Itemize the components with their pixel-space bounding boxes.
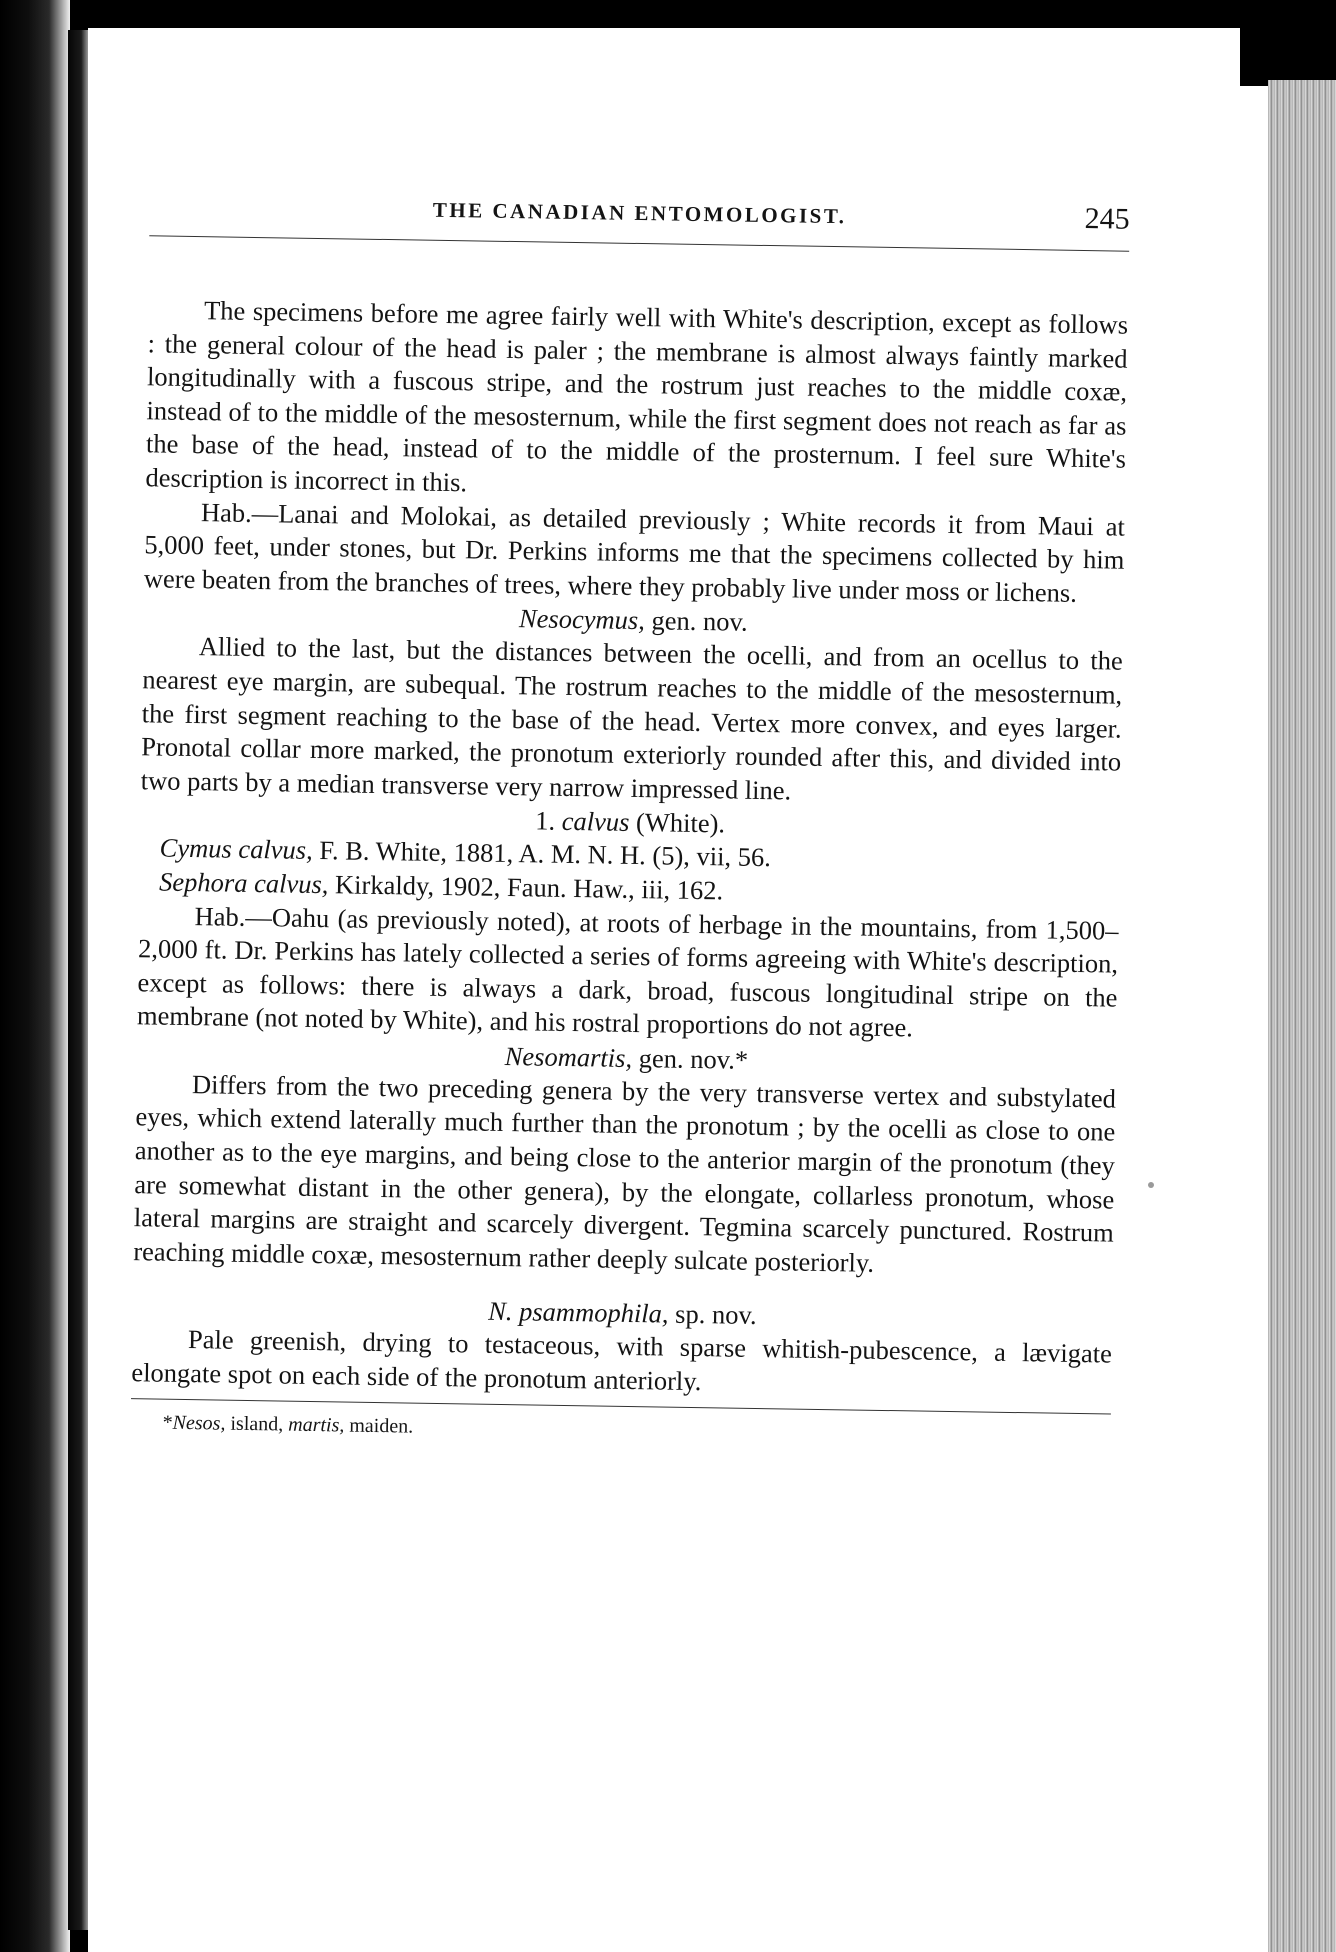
page-number: 245 <box>1084 201 1130 236</box>
scan-speck <box>1148 1182 1154 1188</box>
species-number: 1. <box>534 805 556 837</box>
footnote-term-martis: martis, <box>288 1413 345 1437</box>
paragraph-nesocymus-description: Allied to the last, but the distances between the ocelli, and from an ocellus to the nearest eye margin, are subequal. The rostrum reaches to the middle of the mesosternum, the first segment reaching to the base of the head. Vertex more convex, and eyes larger. Pronotal collar more marked, the pronotum exteriorly rounded after this, and divided into two parts by a median transverse very narrow impressed line. <box>140 631 1123 806</box>
printed-page <box>126 187 1130 1762</box>
genus-status: gen. nov.* <box>631 1042 749 1075</box>
synonym-reference: Kirkaldy, 1902, Faun. Haw., iii, 162. <box>328 869 724 906</box>
footnote-term-nesos: Nesos, <box>172 1411 226 1435</box>
page-body <box>130 293 1128 1450</box>
genus-name: Nesocymus, <box>518 603 646 636</box>
paragraph-psammophila-description: Pale greenish, drying to testaceous, with sparse whitish-pubescence, a lævigate elongate spot on each side of the pronotum anteriorly. <box>131 1324 1113 1397</box>
species-author: (White). <box>629 807 726 839</box>
species-status: sp. nov. <box>668 1299 757 1331</box>
running-title: THE CANADIAN ENTOMOLOGIST. <box>432 197 847 229</box>
paragraph-habitat-2: Hab.—Oahu (as previously noted), at roots of herbage in the mountains, from 1,500–2,000 ft. Dr. Perkins has lately collected a series of forms agreeing with White's description, except as follows: there is always a dark, broad, fuscous longitudinal stripe on the membrane (not noted by White), and his rostral proportions do not agree. <box>136 900 1119 1043</box>
facing-page-edge <box>68 30 90 1930</box>
footnote-mark: * <box>162 1411 173 1434</box>
footnote <box>162 1409 1110 1450</box>
synonym-name: Cymus calvus, <box>159 832 313 866</box>
book-gutter <box>0 0 70 1952</box>
synonym-reference: F. B. White, 1881, A. M. N. H. (5), vii, 56. <box>312 835 772 873</box>
header-rule <box>149 235 1129 251</box>
scan-background <box>1240 0 1336 86</box>
genus-name: Nesomartis, <box>504 1040 633 1073</box>
footnote-gloss-2: maiden. <box>344 1414 414 1438</box>
footnote-gloss-1: island, <box>225 1412 289 1436</box>
page-edges-stack <box>1268 80 1336 1952</box>
species-name: N. psammophila, <box>487 1296 669 1330</box>
paragraph-specimens: The specimens before me agree fairly well with White's description, except as follows : the general colour of the head is paler ; the membrane is almost always faintly marked longitudinally with a fuscous stripe, and the rostrum just reaches to the middle coxæ, instead of to the middle of the mesosternum, while the first segment does not reach as far as the base of the head, instead of to the middle of the prosternum. I feel sure White's description is incorrect in this. <box>145 295 1129 498</box>
paragraph-nesomartis-description: Differs from the two preceding genera by the very transverse vertex and substylated eyes, which extend laterally much further than the pronotum ; by the ocelli as close to one another as to the eye margins, and being close to the anterior margin of the pronotum (they are somewhat distant in the other genera), by the elongate, collarless pronotum, whose lateral margins are straight and scarcely divergent. Tegmina scarcely punctured. Rostrum reaching middle coxæ, mesosternum rather deeply sulcate posteriorly. <box>133 1068 1117 1278</box>
species-name: calvus <box>554 806 630 838</box>
genus-status: gen. nov. <box>644 605 748 638</box>
synonym-name: Sephora calvus, <box>158 866 329 900</box>
paragraph-habitat-1: Hab.—Lanai and Molokai, as detailed previously ; White records it from Maui at 5,000 feet, under stones, but Dr. Perkins informs me that the specimens collected by him were beaten from the branches of trees, where they probably live under moss or lichens. <box>143 496 1126 608</box>
